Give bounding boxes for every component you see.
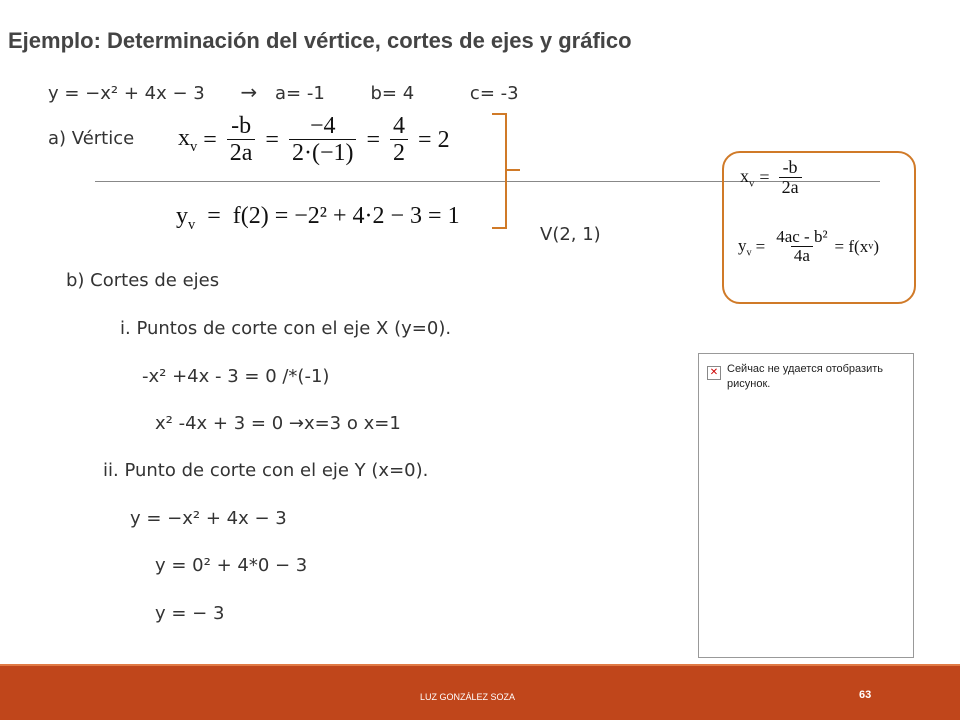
footer-accent-line — [0, 664, 960, 666]
box-xv-fraction: $\frac{-b}{2a}$ — [779, 158, 802, 198]
vertex-result: V(2, 1) — [540, 224, 601, 245]
xv-result: 2 — [437, 126, 450, 153]
broken-image-message: Сейчас не удается отобразить рисунок. — [727, 363, 883, 390]
coefficient-b: b= 4 — [370, 83, 415, 104]
y-intercept-result: y = − 3 — [155, 603, 225, 624]
y-intercept-step-1: y = −x² + 4x − 3 — [130, 508, 287, 529]
coefficient-c: c= -3 — [469, 83, 519, 104]
section-a-label: a) Vértice — [48, 128, 135, 149]
quadratic-equation: y = −x² + 4x − 3 — [48, 83, 205, 104]
box-yv-fraction: $\frac{\text{4ac - b²}}{4a}$ — [776, 227, 828, 265]
yv-expression: f(2) = −2² + 4·2 − 3 = 1 — [232, 203, 460, 229]
xv-fraction-2: $\frac{-4}{2\cdot(-1)}$ — [289, 114, 357, 167]
slide-title: Ejemplo: Determinación del vértice, cortes de ejes y gráfico — [8, 28, 632, 53]
broken-image-placeholder — [698, 353, 914, 658]
x-intercepts-step-2: x² -4x + 3 = 0 →x=3 o x=1 — [155, 413, 401, 434]
yv-symbol: $y_v$ — [176, 203, 196, 233]
xv-formula: $x_v$ = $\frac{-b}{2a}$ = $\frac{-4}{2\cdot(-1)}$ = $\frac{4}{2}$ = 2 — [178, 113, 450, 167]
right-arrow-icon: → — [240, 80, 258, 104]
broken-image-icon: ✕ — [707, 366, 721, 380]
box-yv-formula: $y_v$ = $\frac{\text{4ac - b²}}{4a}$ = f(x v ) — [738, 227, 879, 265]
xv-symbol: $x_v$ — [178, 124, 198, 155]
footer-author: LUZ GONZÁLEZ SOZA — [420, 692, 516, 702]
x-intercepts-heading: i. Puntos de corte con el eje X (y=0). — [120, 318, 452, 339]
box-xv-formula: $x_v$ = $\frac{-b}{2a}$ — [740, 158, 806, 198]
yv-formula: $y_v = f(2) = -2^2 + 4\cdot 2 - 3 = 1$ — [176, 203, 460, 233]
section-b-label: b) Cortes de ejes — [66, 270, 220, 291]
equation-line — [48, 80, 519, 104]
y-intercept-step-2: y = 0² + 4*0 − 3 — [155, 555, 308, 576]
page-number: 63 — [859, 689, 872, 701]
xv-fraction-1: $\frac{-b}{2a}$ — [227, 114, 256, 167]
bracket-icon — [490, 112, 530, 232]
xv-fraction-3: $\frac{4}{2}$ — [390, 114, 408, 167]
x-intercepts-step-1: -x² +4x - 3 = 0 /*(-1) — [142, 366, 330, 387]
y-intercept-heading: ii. Punto de corte con el eje Y (x=0). — [103, 460, 429, 481]
coefficient-a: a= -1 — [274, 83, 325, 104]
